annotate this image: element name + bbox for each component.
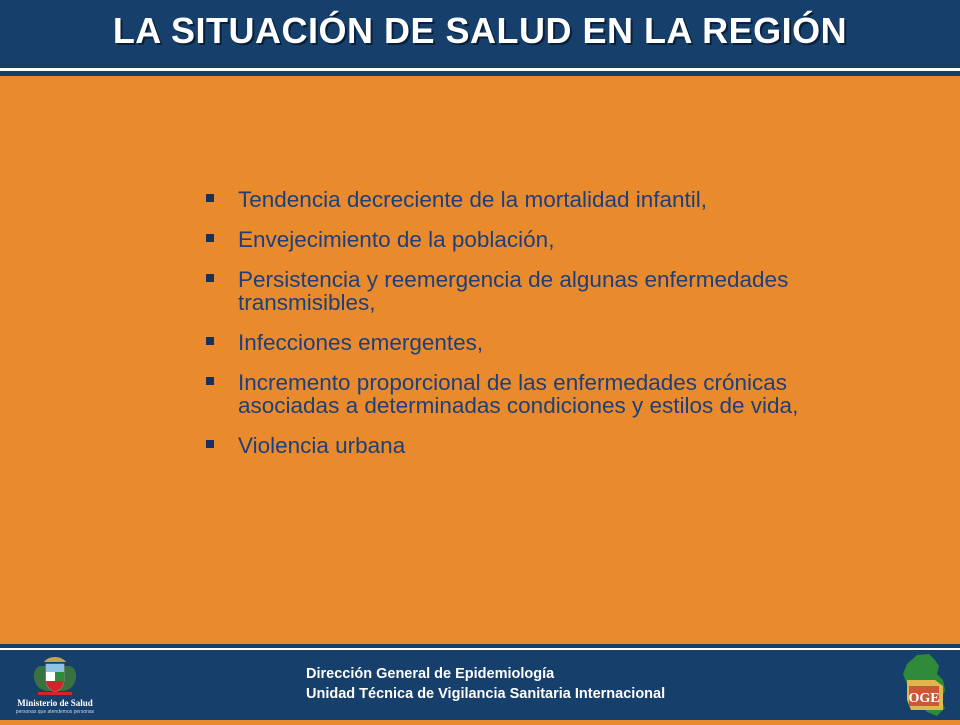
square-bullet-icon — [206, 337, 214, 345]
bullet-item — [203, 188, 923, 211]
bullet-text: Persistencia y reemergencia de algunas enfermedades — [238, 267, 789, 292]
square-bullet-icon — [206, 440, 214, 448]
bullet-item — [203, 228, 923, 251]
footer-line-unit: Unidad Técnica de Vigilancia Sanitaria Internacional — [306, 686, 666, 702]
bullet-text-continued: asociadas a determinadas condiciones y estilos de vida, — [238, 393, 799, 418]
ministry-label: Ministerio de Salud — [17, 698, 93, 708]
bullet-item — [203, 268, 923, 314]
footer-line-directorate: Dirección General de Epidemiología — [306, 666, 555, 682]
dge-logo — [895, 650, 955, 720]
header-bar — [0, 0, 960, 68]
bullet-text: Incremento proporcional de las enfermedades crónicas — [238, 370, 788, 395]
bullet-text: Envejecimiento de la población, — [238, 227, 555, 252]
square-bullet-icon — [206, 194, 214, 202]
bullet-text: Infecciones emergentes, — [238, 330, 484, 355]
header-divider-lower — [0, 71, 960, 76]
square-bullet-icon — [206, 274, 214, 282]
dge-logo-letters: OGE — [908, 691, 940, 706]
peru-map-logo-icon — [895, 650, 955, 720]
footer-text-block — [306, 664, 665, 704]
slide-content — [203, 188, 923, 474]
bullet-item — [203, 434, 923, 457]
ministry-tagline: personas que atendemos personas — [15, 709, 95, 715]
bullet-text: Tendencia decreciente de la mortalidad infantil, — [238, 187, 708, 212]
square-bullet-icon — [206, 234, 214, 242]
coat-of-arms-icon — [10, 654, 100, 698]
bullet-item — [203, 331, 923, 354]
bullet-item — [203, 371, 923, 417]
ministry-logo — [10, 654, 100, 718]
bullet-list — [203, 188, 923, 457]
square-bullet-icon — [206, 377, 214, 385]
page-title: LA SITUACIÓN DE SALUD EN LA REGIÓN — [112, 10, 848, 51]
bullet-text-continued: transmisibles, — [238, 290, 376, 315]
footer-bar — [0, 650, 960, 720]
bullet-text: Violencia urbana — [238, 433, 406, 458]
